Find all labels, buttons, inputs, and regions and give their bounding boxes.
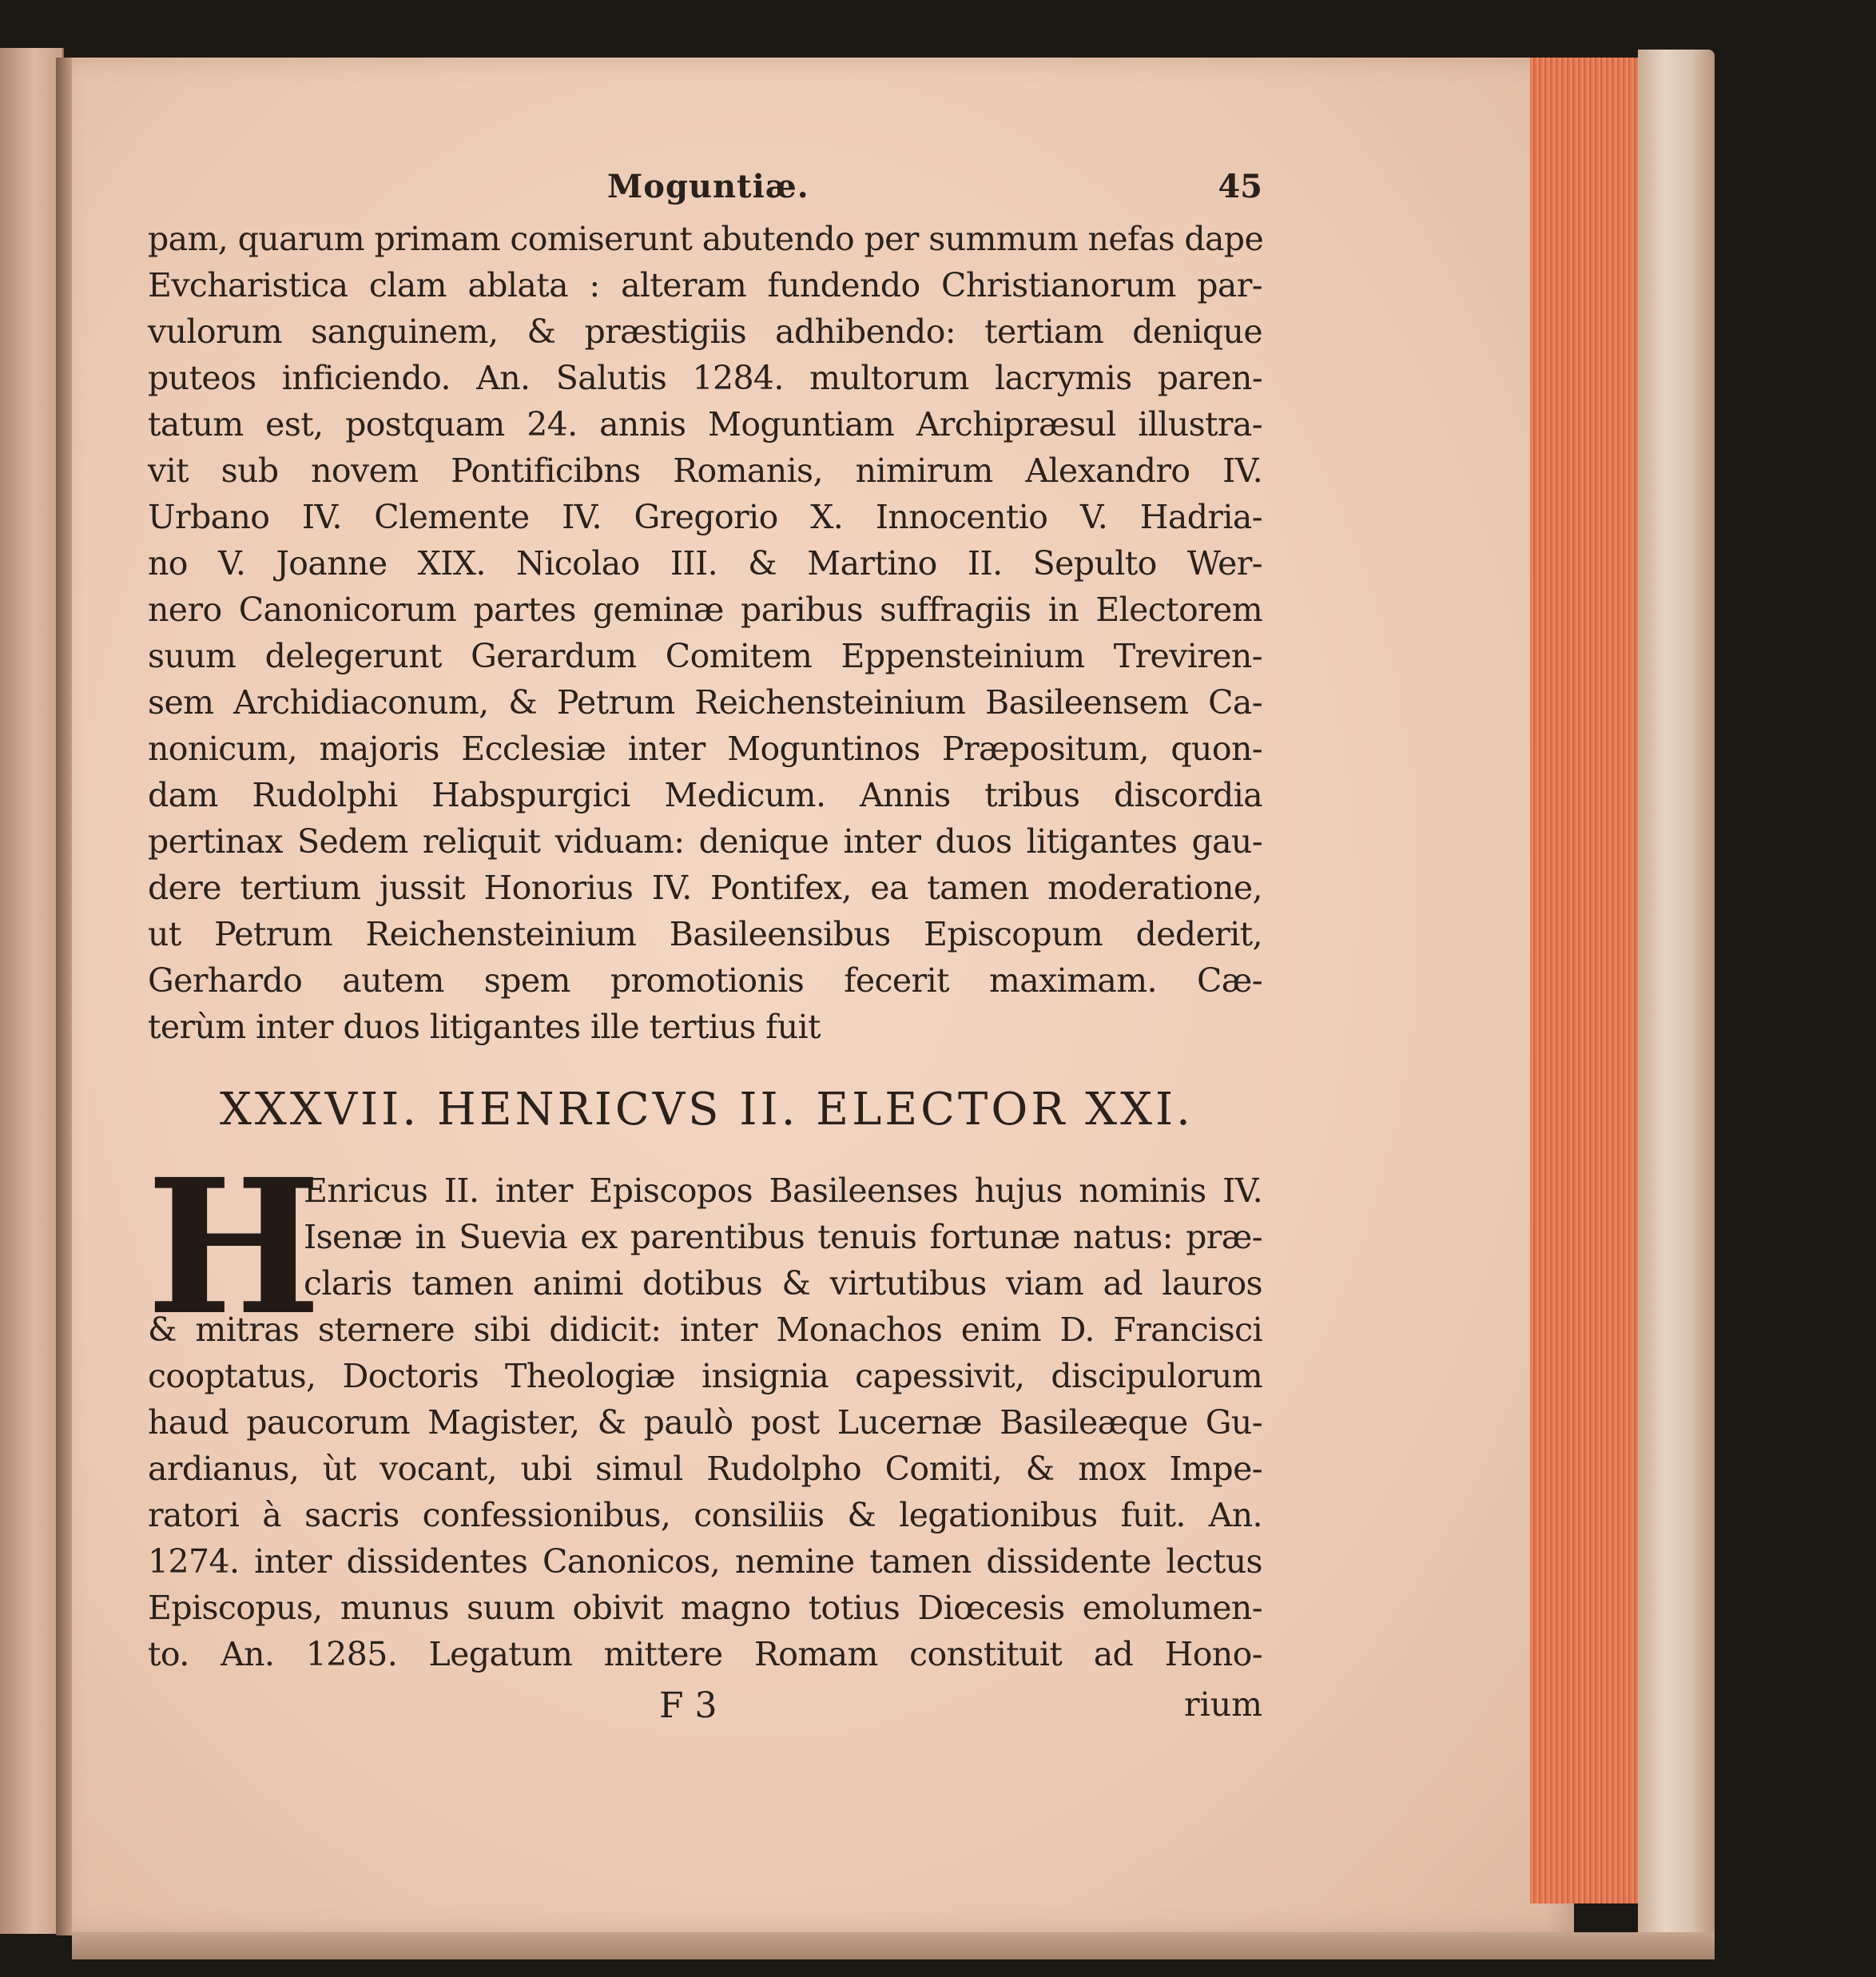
paragraph-2: [146, 1138, 1262, 1677]
text-line: & mitras sternere sibi didicit: inter Monachos enim D. Francisci: [148, 1311, 1262, 1349]
running-title: Moguntiæ.: [607, 168, 809, 205]
text-line: to. An. 1285. Legatum mittere Romam constituit ad Hono-: [148, 1635, 1262, 1673]
text-line: vit sub novem Pontificibns Romanis, nimirum Alexandro IV.: [148, 451, 1262, 490]
text-line: ut Petrum Reichensteinium Basileensibus Episcopum dederit,: [148, 915, 1262, 953]
text-line: 1274. inter dissidentes Canonicos, nemine tamen dissidente lectus: [148, 1542, 1262, 1581]
text-line: dere tertium jussit Honorius IV. Pontifex, ea tamen moderatione,: [148, 869, 1262, 907]
drop-capital: H: [146, 1138, 322, 1356]
book-cover-right: [1638, 50, 1715, 1959]
paragraph-1: [148, 216, 1262, 1050]
text-line: Isenæ in Suevia ex parentibus tenuis fortunæ natus: præ-: [304, 1218, 1262, 1256]
page-edges-red: [1530, 58, 1638, 1903]
text-line: sem Archidiaconum, & Petrum Reichensteinium Basileensem Ca-: [148, 683, 1262, 722]
text-line: pam, quarum primam comiserunt abutendo per summum nefas dape: [148, 220, 1264, 258]
text-line: ratori à sacris confessionibus, consiliis & legationibus fuit. An.: [148, 1496, 1262, 1534]
page-number: 45: [1218, 168, 1262, 205]
text-line: terùm inter duos litigantes ille tertius fuit: [148, 1008, 821, 1046]
text-line: no V. Joanne XIX. Nicolao III. & Martino II. Sepulto Wer-: [148, 544, 1262, 583]
text-line: nonicum, majoris Ecclesiæ inter Moguntinos Præpositum, quon-: [148, 730, 1262, 768]
text-line: dam Rudolphi Habspurgici Medicum. Annis tribus discordia: [148, 776, 1262, 814]
text-line: claris tamen animi dotibus & virtutibus viam ad lauros: [304, 1264, 1262, 1303]
text-line: ardianus, ùt vocant, ubi simul Rudolpho Comiti, & mox Impe-: [148, 1450, 1262, 1488]
running-head: [148, 168, 1262, 216]
text-line: puteos inficiendo. An. Salutis 1284. multorum lacrymis paren-: [148, 359, 1262, 397]
text-line: Enricus II. inter Episcopos Basileenses hujus nominis IV.: [304, 1171, 1262, 1210]
text-line: Gerhardo autem spem promotionis fecerit maximam. Cæ-: [148, 961, 1262, 1000]
signature-mark: F 3: [659, 1685, 717, 1726]
left-page-edge: [0, 48, 64, 1934]
text-line: Urbano IV. Clemente IV. Gregorio X. Innocentio V. Hadria-: [148, 498, 1262, 536]
page-footer: [148, 1685, 1262, 1732]
text-line: suum delegerunt Gerardum Comitem Eppensteinium Treviren-: [148, 637, 1262, 675]
text-line: pertinax Sedem reliquit viduam: denique inter duos litigantes gau-: [148, 822, 1262, 861]
section-heading: XXXVII. HENRICVS II. ELECTOR XXI.: [220, 1084, 1194, 1136]
text-line: cooptatus, Doctoris Theologiæ insignia capessivit, discipulorum: [148, 1357, 1262, 1395]
text-line: tatum est, postquam 24. annis Moguntiam Archipræsul illustra-: [148, 405, 1262, 444]
book-cover-bottom: [72, 1932, 1715, 1959]
text-line: vulorum sanguinem, & præstigiis adhibendo: tertiam denique: [148, 312, 1262, 351]
text-line: haud paucorum Magister, & paulò post Lucernæ Basileæque Gu-: [148, 1403, 1262, 1442]
page-text: [148, 168, 1262, 1732]
catchword: rium: [1184, 1685, 1262, 1724]
text-line: Evcharistica clam ablata : alteram fundendo Christianorum par-: [148, 266, 1262, 304]
text-line: nero Canonicorum partes geminæ paribus suffragiis in Electorem: [148, 591, 1262, 629]
text-line: Episcopus, munus suum obivit magno totius Diœcesis emolumen-: [148, 1589, 1262, 1627]
